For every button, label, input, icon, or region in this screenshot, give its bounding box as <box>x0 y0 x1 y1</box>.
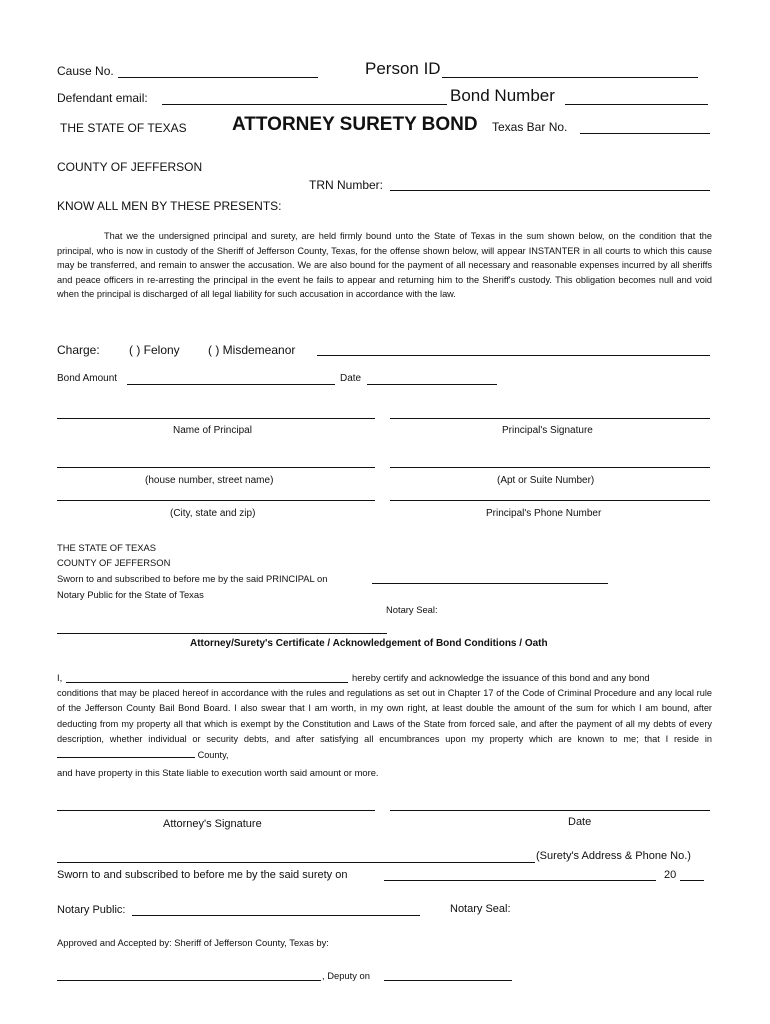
year-field[interactable] <box>680 880 704 881</box>
principal-signature-field[interactable] <box>390 418 710 419</box>
certificate-body <box>57 686 712 763</box>
street-field[interactable] <box>57 467 375 468</box>
year-label: 20 <box>664 869 677 881</box>
defendant-email-field[interactable] <box>162 104 447 105</box>
certificate-last: and have property in this State liable to execution worth said amount or more. <box>57 767 379 778</box>
certificate-county-word: County, <box>197 749 229 760</box>
person-id-label: Person ID <box>365 59 441 78</box>
bond-amount-label: Bond Amount <box>57 373 118 384</box>
notary-signature-field[interactable] <box>57 633 387 634</box>
principal-name-field[interactable] <box>57 418 375 419</box>
notary-public-field[interactable] <box>132 915 420 916</box>
state-of-texas: THE STATE OF TEXAS <box>60 121 187 135</box>
sworn-surety-date-field[interactable] <box>384 880 656 881</box>
bond-number-field[interactable] <box>565 104 708 105</box>
attorney-date-label: Date <box>568 816 592 828</box>
person-id-field[interactable] <box>442 77 698 78</box>
certificate-title: Attorney/Surety's Certificate / Acknowledgement of Bond Conditions / Oath <box>190 638 548 649</box>
notary-seal-label: Notary Seal: <box>386 604 438 615</box>
notary-seal-label-2: Notary Seal: <box>450 903 511 915</box>
charge-label: Charge: <box>57 343 100 357</box>
street-label: (house number, street name) <box>145 475 274 486</box>
certificate-hereby: hereby certify and acknowledge the issuance of this bond and any bond <box>352 672 650 683</box>
certificate-i: I, <box>57 672 63 683</box>
bond-amount-field[interactable] <box>127 384 335 385</box>
notary-state: THE STATE OF TEXAS <box>57 542 156 553</box>
notary-public-texas: Notary Public for the State of Texas <box>57 589 204 600</box>
charge-field[interactable] <box>317 355 710 356</box>
misdemeanor-checkbox[interactable]: ( ) Misdemeanor <box>208 343 296 357</box>
attorney-name-field[interactable] <box>66 682 348 683</box>
county-label: COUNTY OF JEFFERSON <box>57 160 203 174</box>
notary-sworn: Sworn to and subscribed to before me by the said PRINCIPAL on <box>57 573 328 584</box>
apt-label: (Apt or Suite Number) <box>497 475 595 486</box>
certificate-body-text: conditions that may be placed hereof in accordance with the rules and regulations as set out in Chapter 17 of the Code of Criminal Procedure and any local rule of the Jefferson County Bail Bond Board. I also swear that I am worth, in my own right, at least double the amount of the sum for which I am bound, after deducting from my property all that which is exempt by the Constitution and Laws of the State from forced sale, and after the payment of all my debts of every description, whether individual or security debts, and after satisfying all encumbrances upon my property which are known to me; that I reside in <box>57 688 712 745</box>
deputy-on-label: , Deputy on <box>322 970 370 981</box>
city-field[interactable] <box>57 500 375 501</box>
bond-date-field[interactable] <box>367 384 497 385</box>
approved-label: Approved and Accepted by: Sheriff of Jefferson County, Texas by: <box>57 937 329 948</box>
cause-no-label: Cause No. <box>57 64 114 78</box>
principal-phone-label: Principal's Phone Number <box>486 508 602 519</box>
date-label: Date <box>340 373 362 384</box>
defendant-email-label: Defendant email: <box>57 91 148 105</box>
principal-phone-field[interactable] <box>390 500 710 501</box>
page-title: ATTORNEY SURETY BOND <box>232 114 478 135</box>
city-label: (City, state and zip) <box>170 508 256 519</box>
attorney-date-field[interactable] <box>390 810 710 811</box>
sworn-surety-label: Sworn to and subscribed to before me by the said surety on <box>57 869 348 881</box>
notary-public-label: Notary Public: <box>57 904 126 916</box>
trn-number-field[interactable] <box>390 190 710 191</box>
felony-checkbox[interactable]: ( ) Felony <box>129 343 180 357</box>
surety-address-label: (Surety's Address & Phone No.) <box>536 850 691 862</box>
know-all-men: KNOW ALL MEN BY THESE PRESENTS: <box>57 199 282 213</box>
texas-bar-label: Texas Bar No. <box>492 120 568 134</box>
principal-signature-label: Principal's Signature <box>502 425 593 436</box>
sworn-principal-date-field[interactable] <box>372 583 608 584</box>
deputy-date-field[interactable] <box>384 980 512 981</box>
texas-bar-field[interactable] <box>580 133 710 134</box>
notary-county: COUNTY OF JEFFERSON <box>57 557 171 568</box>
surety-address-field[interactable] <box>57 862 535 863</box>
bond-number-label: Bond Number <box>450 86 555 105</box>
cause-no-field[interactable] <box>118 77 318 78</box>
sheriff-signature-field[interactable] <box>57 980 321 981</box>
reside-county-field[interactable] <box>57 748 195 758</box>
attorney-signature-label: Attorney's Signature <box>163 818 262 830</box>
principal-name-label: Name of Principal <box>173 425 252 436</box>
bond-paragraph: That we the undersigned principal and surety, are held firmly bound unto the State of Texas in the sum shown below, on the condition that the principal, who is now in custody of the Sheriff of Jefferson County, Texas, for the offense shown below, will appear INSTANTER in all courts to which this cause may be transferred, and remain to answer the accusation. We are also bound for the payment of all necessary and reasonable expenses incurred by all sheriffs and peace officers in re-arresting the principal in the event he fails to appear and returning him to the Sheriff's custody. This obligation becomes null and void when the principal is discharged of all legal liability for such accusation in accordance with the law. <box>57 231 712 300</box>
attorney-signature-field[interactable] <box>57 810 375 811</box>
apt-field[interactable] <box>390 467 710 468</box>
trn-number-label: TRN Number: <box>309 178 384 192</box>
